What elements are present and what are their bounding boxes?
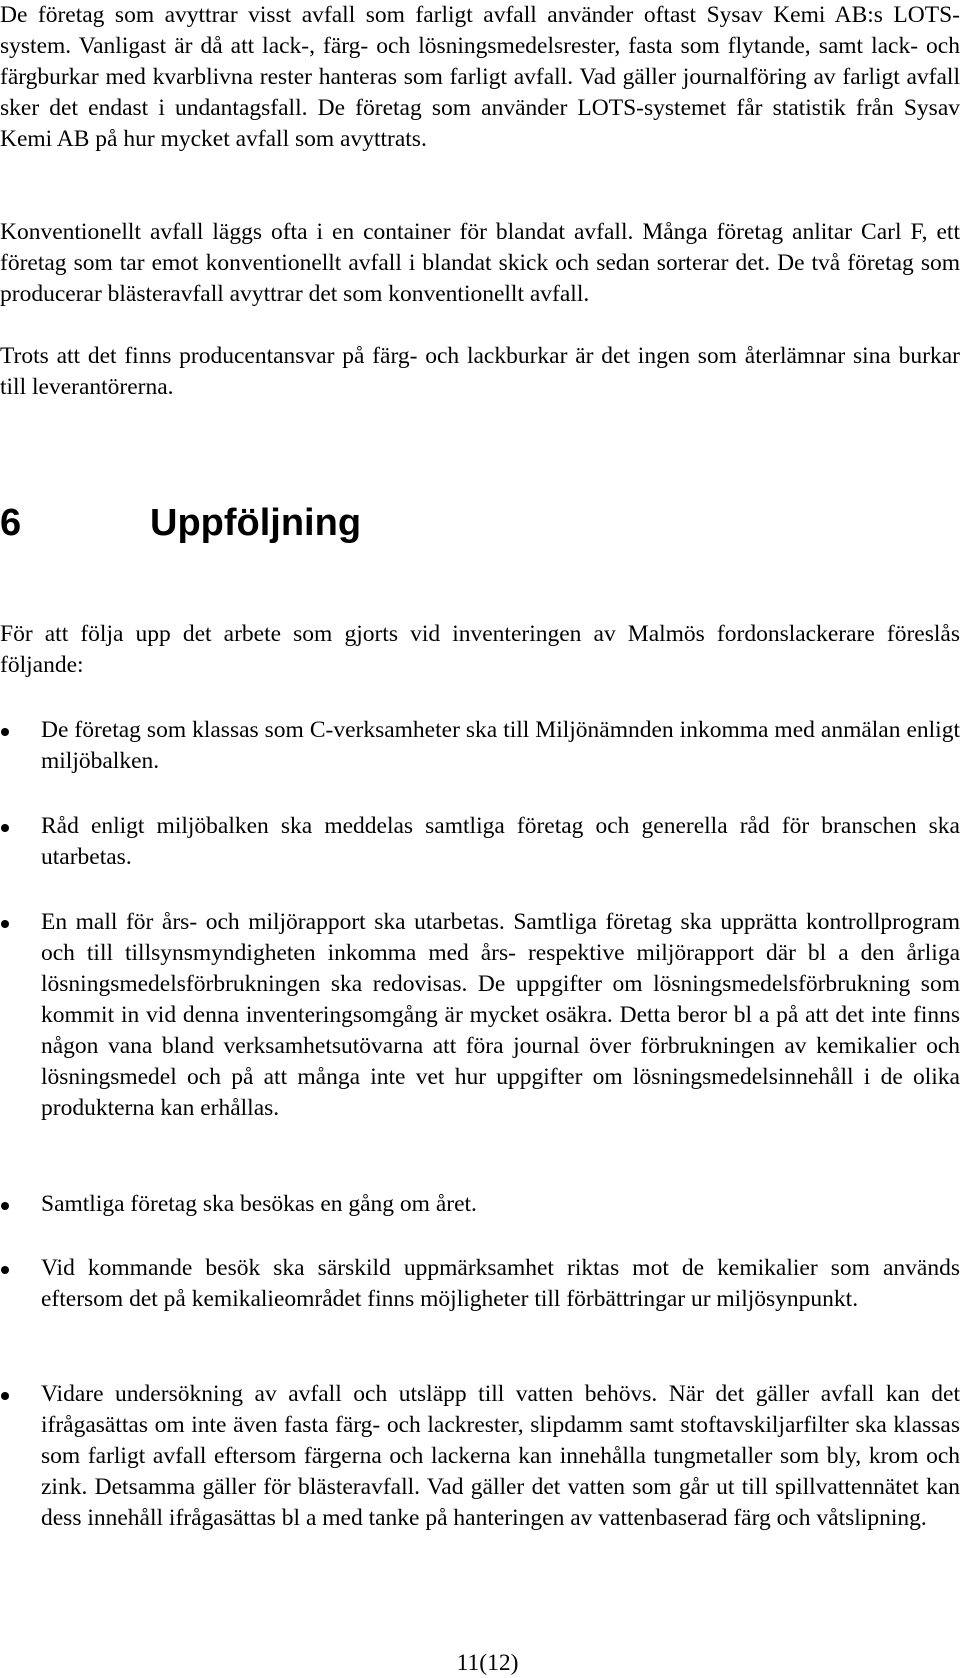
bullet-icon (1, 1266, 9, 1274)
paragraph-producer-responsibility: Trots att det finns producentansvar på färg- och lackburkar är det ingen som återlämnar sina burkar till leverantörerna. (0, 343, 960, 400)
list-item-text: Vidare undersökning av avfall och utsläpp till vatten behövs. När det gäller avfall kan det ifrågasättas om inte även fasta färg- och lackrester, slipdamm samt stoftavskiljarfilter ska klassas som farligt avfall eftersom färgerna och lackerna kan innehålla tungmetaller som bly, krom och zink. Detsamma gäller för blästeravfall. Vad gäller det vatten som går ut till spillvattennätet kan dess innehåll ifrågasättas bl a med tanke på hanteringen av vattenbaserad färg och våtslipning. (41, 1381, 960, 1531)
bullet-icon (1, 1392, 9, 1400)
list-item-text: Samtliga företag ska besökas en gång om året. (41, 1191, 477, 1217)
paragraph-hazardous-waste: De företag som avyttrar visst avfall som farligt avfall använder oftast Sysav Kemi AB:s LOTS-system. Vanligast är då att lack-, färg- och lösningsmedelsrester, fasta som flytande, samt lack- och färgburkar med kvarblivna rester hanteras som farligt avfall. Vad gäller journalföring av farligt avfall sker det endast i undantagsfall. De företag som använder LOTS-systemet får statistik från Sysav Kemi AB på hur mycket avfall som avyttrats. (0, 2, 960, 152)
bullet-icon (1, 1202, 9, 1210)
list-item-text: Vid kommande besök ska särskild uppmärksamhet riktas mot de kemikalier som används eftersom det på kemikalieområdet finns möjligheter till förbättringar ur miljösynpunkt. (41, 1255, 960, 1312)
section-lead-paragraph: För att följa upp det arbete som gjorts vid inventeringen av Malmös fordonslackerare föreslås följande: (0, 621, 960, 678)
bullet-icon (1, 920, 9, 928)
section-heading (0, 500, 361, 546)
bullet-icon (1, 728, 9, 736)
section-title: Uppföljning (150, 502, 362, 544)
page-number: 11(12) (456, 1650, 519, 1676)
list-item-text: De företag som klassas som C-verksamheter ska till Miljönämnden inkomma med anmälan enligt miljöbalken. (41, 717, 960, 774)
paragraph-conventional-waste: Konventionellt avfall läggs ofta i en container för blandat avfall. Många företag anlitar Carl F, ett företag som tar emot konventionellt avfall i blandat skick och sedan sorterar det. De två företag som producerar blästeravfall avyttrar det som konventionellt avfall. (0, 219, 960, 307)
section-number: 6 (0, 502, 22, 544)
list-item-text: Råd enligt miljöbalken ska meddelas samtliga företag och generella råd för branschen ska utarbetas. (41, 813, 960, 870)
list-item-text: En mall för års- och miljörapport ska utarbetas. Samtliga företag ska upprätta kontrollprogram och till tillsynsmyndigheten inkomma med års- respektive miljörapport där bl a den årliga lösningsmedelsförbrukningen ska redovisas. De uppgifter om lösningsmedelsförbrukning som kommit in vid denna inventeringsomgång är mycket osäkra. Detta beror bl a på att det inte finns någon vana bland verksamhetsutövarna att föra journal över förbrukningen av kemikalier och lösningsmedel och på att många inte vet hur uppgifter om lösningsmedelsinnehåll i de olika produkterna kan erhållas. (41, 909, 960, 1121)
bullet-icon (1, 824, 9, 832)
